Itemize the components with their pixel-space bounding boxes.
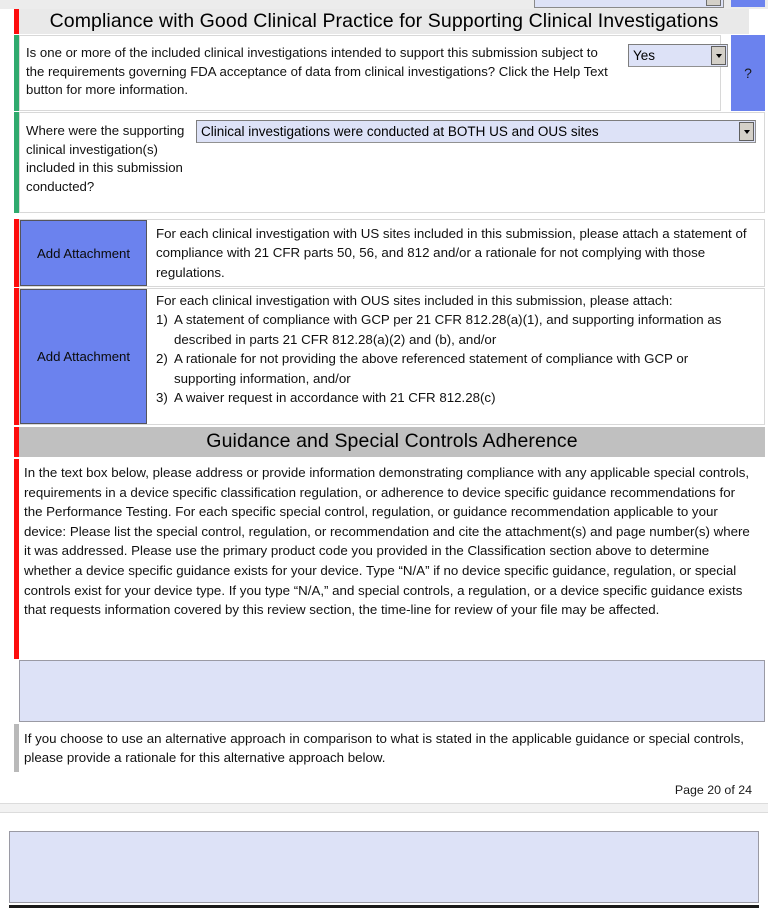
top-cutoff-row	[0, 0, 768, 9]
alternative-approach-text: If you choose to use an alternative approach in comparison to what is stated in the applicable guidance or special controls, please provide a rationale for this alternative approach below.	[24, 731, 744, 766]
attachment-ous-item-2-text: A rationale for not providing the above referenced statement of compliance with GCP or supporting information, and/or	[174, 351, 689, 386]
cut-off-dropdown[interactable]	[534, 0, 724, 8]
attachment-description-ous	[156, 291, 742, 407]
add-attachment-button-us[interactable]	[20, 220, 147, 286]
attachment-ous-item-2	[156, 349, 742, 388]
help-button-label: ?	[744, 65, 752, 81]
attachment-ous-item-3-text: A waiver request in accordance with 21 CFR 812.28(c)	[174, 390, 496, 406]
add-attachment-button-ous-label: Add Attachment	[36, 349, 131, 364]
guidance-instruction-text: In the text box below, please address or provide information demonstrating compliance with any applicable special controls, requirements in a device specific classification regulation, or adherence to device specific guidance recommendations for the Performance Testing. For each specific special control, regulation, or guidance recommendation applicable to your device: Please list the special control, regulation, or recommendation and cite the attachment(s) and page number(s) where it was addressed. Please use the primary product code you provided in the Classification section above to determine whether a device specific guidance exists for your device. Type “N/A” if no device specific guidance, regulation, or special controls exist for your device type. If you type “N/A,” and special controls, a regulation, or a device specific guidance exists that requests information covered by this review section, the time-line for review of your file may be affected.	[24, 465, 750, 618]
attachment-ous-item-2-number: 2)	[156, 351, 168, 367]
alternative-approach-textarea[interactable]	[9, 831, 759, 903]
attachment-ous-item-1-text: A statement of compliance with GCP per 21 CFR 812.28(a)(1), and supporting information as described in parts 21 CFR 812.28(a)(2) and (b), and/or	[174, 312, 722, 347]
footer-page-number: Page 20 of 24	[674, 783, 752, 797]
add-attachment-button-ous[interactable]	[20, 289, 147, 424]
attachment-ous-item-1	[156, 310, 742, 349]
question-text-where-conducted: Where were the supporting clinical investigation(s) included in this submission conducted?	[26, 123, 185, 194]
section-header-guidance	[19, 427, 765, 457]
alternative-indicator	[14, 724, 19, 772]
page-break-gap	[0, 804, 768, 812]
where-conducted-dropdown-value: Clinical investigations were conducted at BOTH US and OUS sites	[201, 124, 599, 139]
footer-divider-bottom	[0, 812, 768, 813]
add-attachment-button-us-label: Add Attachment	[36, 245, 131, 261]
help-text-button[interactable]	[731, 35, 765, 111]
attachment-ous-intro: For each clinical investigation with OUS sites included in this submission, please attach:	[156, 293, 673, 308]
chevron-down-icon[interactable]	[711, 46, 726, 65]
section-title-guidance: Guidance and Special Controls Adherence	[206, 430, 578, 453]
cut-off-help-button[interactable]	[731, 0, 765, 7]
where-conducted-dropdown[interactable]	[196, 120, 756, 143]
gcp-support-dropdown-value: Yes	[633, 48, 656, 63]
gcp-support-dropdown[interactable]	[628, 44, 728, 67]
section-header-compliance	[19, 9, 749, 34]
attachment-ous-item-3	[156, 388, 742, 407]
chevron-down-icon[interactable]	[739, 122, 754, 141]
chevron-down-icon[interactable]	[706, 0, 721, 6]
attachment-ous-item-1-number: 1)	[156, 312, 168, 328]
question-text-gcp-support: Is one or more of the included clinical investigations intended to support this submission subject to the requirements governing FDA acceptance of data from clinical investigations? Click the Help Text button for more information.	[26, 45, 608, 97]
attachment-ous-item-3-number: 3)	[156, 390, 168, 406]
guidance-response-textarea[interactable]	[19, 660, 765, 722]
attachment-description-us: For each clinical investigation with US sites included in this submission, please attach a statement of compliance with 21 CFR parts 50, 56, and 812 and/or a rationale for not complying with those regulations.	[156, 226, 747, 280]
page-bottom-rule	[9, 905, 759, 908]
section-title-compliance: Compliance with Good Clinical Practice for Supporting Clinical Investigations	[49, 9, 719, 32]
